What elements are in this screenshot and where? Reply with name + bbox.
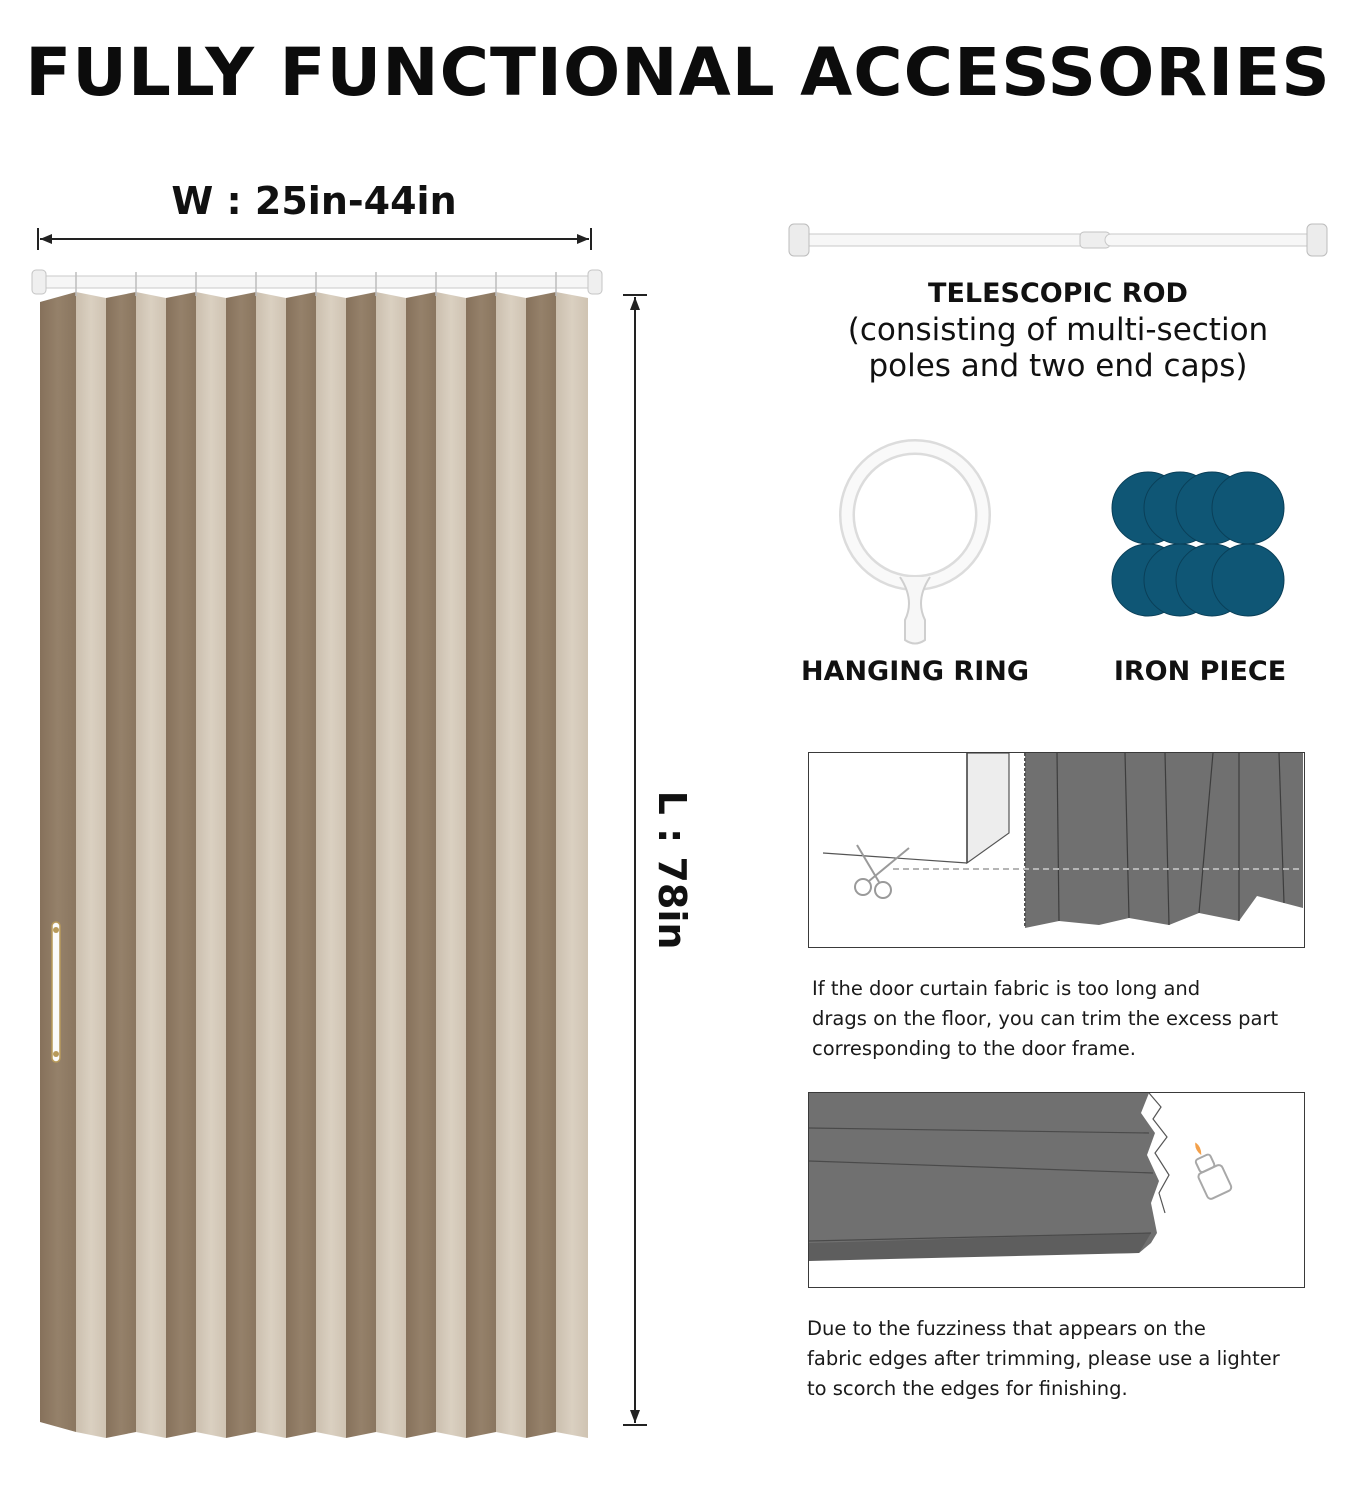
rod-description-line: (consisting of multi-section: [847, 312, 1269, 348]
instruction-line: fabric edges after trimming, please use a lighter: [807, 1347, 1280, 1370]
instruction-line: Due to the fuzziness that appears on the: [807, 1317, 1206, 1340]
width-dimension-label: W : 25in-44in: [171, 179, 457, 223]
curtain-handle: [52, 922, 60, 1062]
iron-piece-label: IRON PIECE: [1113, 656, 1287, 687]
length-dimension-label: L : 78in: [650, 790, 694, 950]
scorch-instruction: [807, 1314, 1337, 1404]
scissors-icon: [855, 845, 909, 898]
scorch-diagram: [808, 1092, 1305, 1288]
width-dimension-arrow: [30, 226, 600, 256]
page-title: FULLY FUNCTIONAL ACCESSORIES: [25, 34, 1331, 111]
instruction-line: If the door curtain fabric is too long and: [812, 977, 1201, 1000]
length-dimension-container: [612, 760, 732, 980]
trim-diagram: [808, 752, 1305, 948]
hanging-ring-label: HANGING RING: [800, 656, 1030, 687]
hanging-ring-image: [830, 435, 1000, 650]
trim-instruction: [812, 974, 1332, 1064]
lighter-icon: [1184, 1137, 1232, 1201]
telescopic-rod-title: TELESCOPIC ROD: [928, 278, 1188, 309]
instruction-line: corresponding to the door frame.: [812, 1037, 1136, 1060]
rod-description-line: poles and two end caps): [868, 348, 1248, 384]
iron-piece-image: [1108, 468, 1298, 618]
pleated-curtain-illustration: [30, 262, 605, 1447]
telescopic-rod-image: [785, 218, 1330, 262]
instruction-line: drags on the floor, you can trim the excess part: [812, 1007, 1279, 1030]
instruction-line: to scorch the edges for finishing.: [807, 1377, 1128, 1400]
telescopic-rod-description: [800, 312, 1316, 384]
